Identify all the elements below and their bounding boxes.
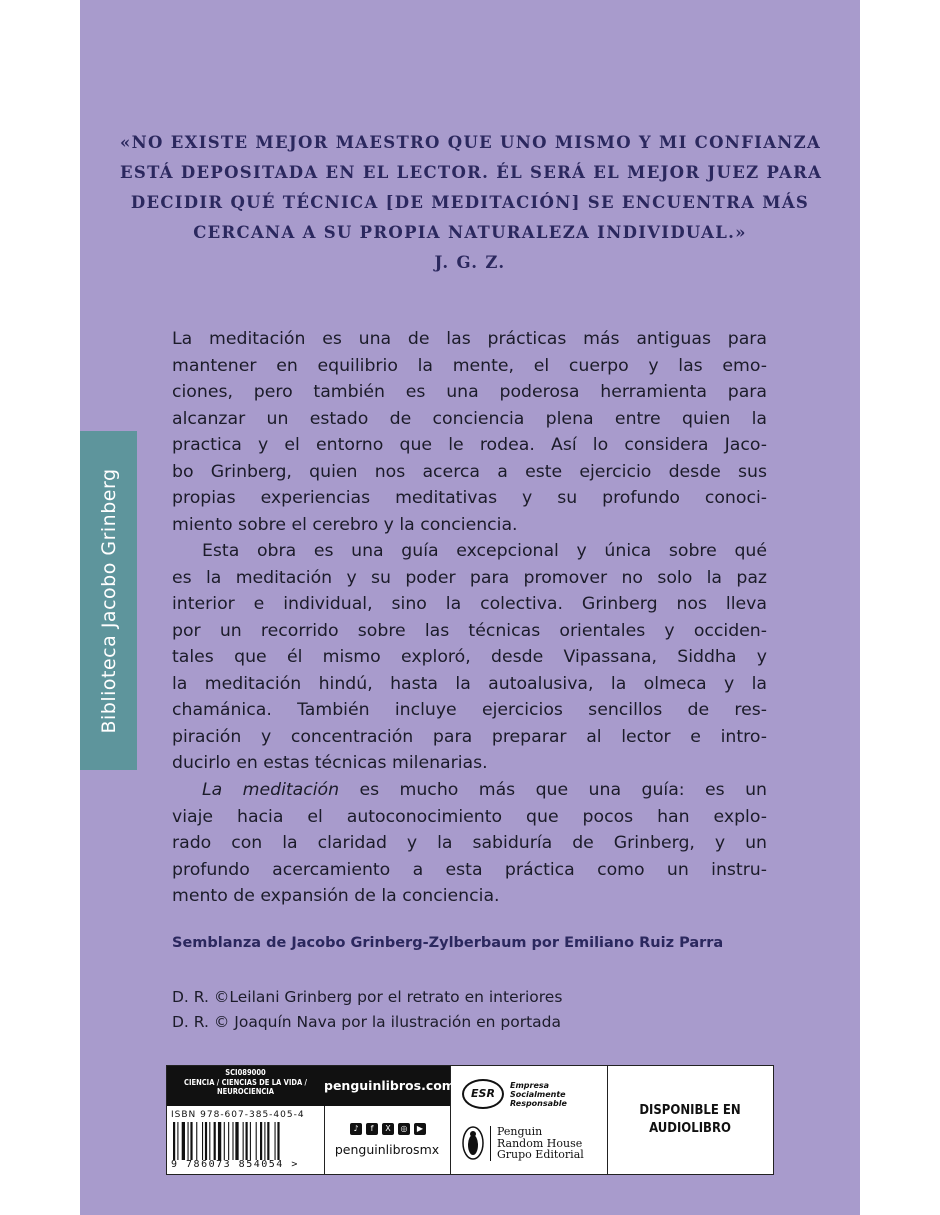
esr-text-line: Responsable <box>510 1098 567 1108</box>
barcode-block <box>167 1066 325 1174</box>
esr-badge <box>462 1074 567 1114</box>
esr-text-line: Empresa <box>510 1080 550 1090</box>
publisher-name <box>490 1126 584 1161</box>
epigraph-quote <box>120 128 823 278</box>
synopsis-paragraph-3 <box>172 777 767 910</box>
social-handle[interactable]: penguinlibrosmx <box>334 1142 440 1157</box>
text-line: ciones, pero también es una poderosa herramienta para <box>172 382 767 402</box>
website-link[interactable]: penguinlibros.com <box>324 1066 450 1106</box>
category-line: NEUROCIENCIA <box>216 1087 275 1096</box>
text-line: ducirlo en estas técnicas milenarias. <box>172 753 488 773</box>
web-block <box>324 1066 455 1174</box>
quote-line: «NO EXISTE MEJOR MAESTRO QUE UNO MISMO Y MI CONFIANZA <box>120 133 822 152</box>
text-line: profundo acercamiento a esta práctica como un instru- <box>172 859 767 880</box>
credit-line: D. R. ©Leilani Grinberg por el retrato en interiores <box>172 988 563 1006</box>
publisher-name-line: Penguin <box>497 1125 543 1138</box>
text-line: mantener en equilibrio la mente, el cuerpo y las emo- <box>172 355 767 376</box>
text-line: tales que él mismo exploró, desde Vipassana, Siddha y <box>172 647 767 667</box>
barcode-digits: 9 786073 854054 > <box>171 1159 299 1170</box>
text-line: chamánica. También incluye ejercicios sencillos de res- <box>172 700 767 720</box>
esr-text-line: Socialmente <box>510 1089 566 1099</box>
barcode-icon <box>171 1122 321 1160</box>
publisher-block <box>450 1066 608 1174</box>
x-icon[interactable]: X <box>382 1123 394 1135</box>
publisher-name-line: Random House <box>497 1136 583 1150</box>
isbn-label: ISBN 978-607-385-405-4 <box>171 1110 305 1120</box>
quote-line: DECIDIR QUÉ TÉCNICA [DE MEDITACIÓN] SE ENCUENTRA MÁS <box>130 193 810 212</box>
youtube-icon[interactable]: ▶ <box>414 1123 426 1135</box>
text-line: es la meditación y su poder para promover no solo la paz <box>172 567 767 588</box>
text-line: mento de expansión de la conciencia. <box>172 886 500 906</box>
text-line: viaje hacia el autoconocimiento que pocos han explo- <box>172 806 767 827</box>
quote-line: CERCANA A SU PROPIA NATURALEZA INDIVIDUAL.» <box>193 223 747 242</box>
text-line: miento sobre el cerebro y la conciencia. <box>172 514 518 535</box>
audiobook-line: DISPONIBLE EN <box>639 1103 741 1118</box>
back-cover <box>80 0 860 1215</box>
text-line: bo Grinberg, quien nos acerca a este ejercicio desde sus <box>172 461 767 482</box>
text-fragment: es mucho más que una guía: es un <box>339 780 767 800</box>
facebook-icon[interactable]: f <box>366 1123 378 1135</box>
credit-line: D. R. © Joaquín Nava por la ilustración en portada <box>172 1013 562 1031</box>
book-title: La meditación <box>202 780 340 800</box>
tiktok-icon[interactable]: ♪ <box>350 1123 362 1135</box>
audiobook-notice <box>607 1102 773 1138</box>
text-line: la meditación hindú, hasta la autoalusiva, la olmeca y la <box>172 673 767 694</box>
synopsis-paragraph-2 <box>172 538 767 777</box>
penguin-icon <box>462 1126 484 1160</box>
quote-line: ESTÁ DEPOSITADA EN EL LECTOR. ÉL SERÁ EL MEJOR JUEZ PARA <box>120 163 823 182</box>
esr-logo-icon: ESR <box>462 1079 504 1109</box>
category-code: SCI089000 <box>225 1068 266 1077</box>
text-line: alcanzar un estado de conciencia plena entre quien la <box>172 408 767 429</box>
publisher-logo <box>462 1126 584 1161</box>
audiobook-block <box>607 1066 773 1174</box>
quote-attribution: J. G. Z. <box>434 253 506 272</box>
audiobook-line: AUDIOLIBRO <box>649 1121 731 1136</box>
synopsis-paragraph-1 <box>172 326 767 538</box>
text-line: La meditación es una de las prácticas más antiguas para <box>172 329 767 349</box>
biography-credit: Semblanza de Jacobo Grinberg-Zylberbaum por Emiliano Ruiz Parra <box>172 935 724 951</box>
category-line: CIENCIA / CIENCIAS DE LA VIDA / <box>184 1077 307 1087</box>
text-line: piración y concentración para preparar al lector e intro- <box>172 726 767 747</box>
text-line: interior e individual, sino la colectiva. Grinberg nos lleva <box>172 594 767 614</box>
text-line: Esta obra es una guía excepcional y única sobre qué <box>202 541 767 561</box>
esr-text <box>510 1081 567 1108</box>
publisher-name-line: Grupo Editorial <box>497 1148 584 1161</box>
series-tab <box>80 431 137 770</box>
social-icons <box>350 1123 426 1135</box>
text-line: propias experiencias meditativas y su profundo conoci- <box>172 488 767 508</box>
text-line <box>172 777 767 804</box>
text-line: por un recorrido sobre las técnicas orientales y occiden- <box>172 620 767 641</box>
text-line: rado con la claridad y la sabiduría de Grinberg, y un <box>172 833 767 853</box>
series-label: Biblioteca Jacobo Grinberg <box>97 467 120 734</box>
instagram-icon[interactable]: ◎ <box>398 1123 410 1135</box>
publisher-backbar <box>166 1065 774 1175</box>
text-line: practica y el entorno que le rodea. Así lo considera Jaco- <box>172 435 767 455</box>
rights-credits <box>172 985 562 1035</box>
category-box <box>167 1066 324 1106</box>
